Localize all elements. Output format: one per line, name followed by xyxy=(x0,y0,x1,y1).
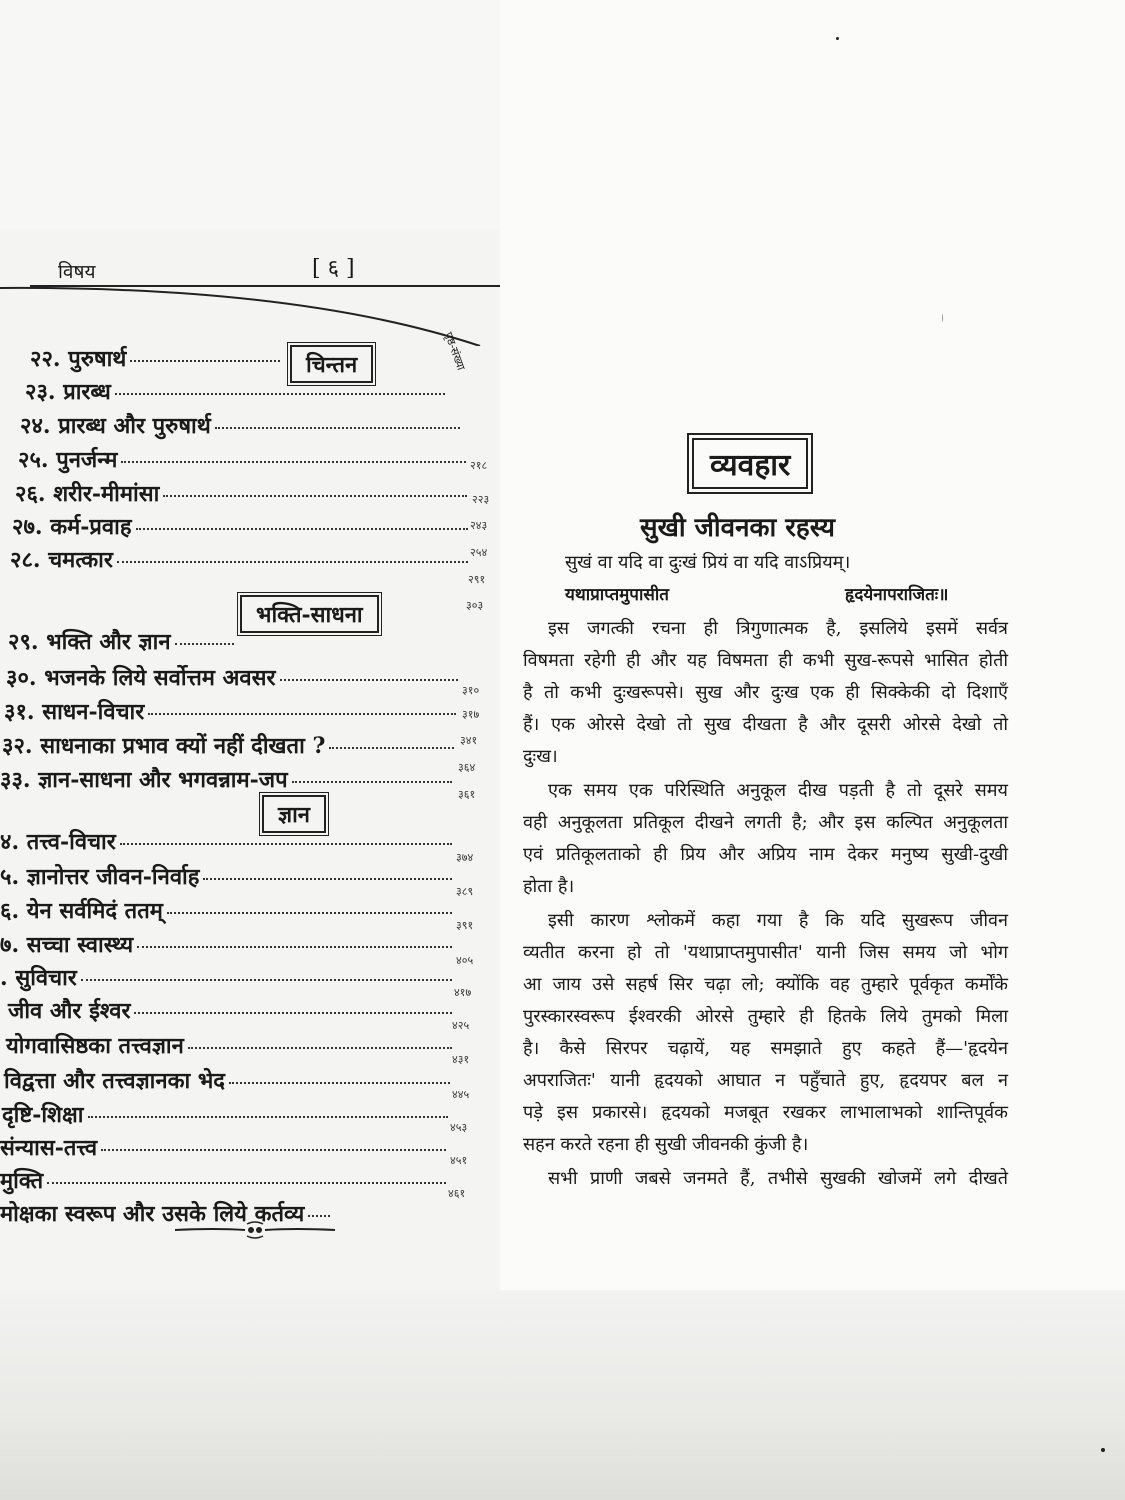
section-box-bhakti-sadhana: भक्ति-साधना xyxy=(240,595,379,633)
toc-item: ३०. भजनके लिये सर्वोत्तम अवसर xyxy=(6,662,458,692)
toc-item: २२. पुरुषार्थ xyxy=(30,343,280,373)
toc-header-page-number: [ ६ ] xyxy=(312,256,355,281)
paragraph-line: दुःख। xyxy=(523,746,558,767)
paper-speck xyxy=(942,314,943,322)
paragraph-line: एक समय एक परिस्थिति अनुकूल दीख पड़ती है तो दूसरे समय xyxy=(548,780,1008,801)
paragraph-line: हैं। एक ओरसे देखो तो सुख दीखता है और दूसरी ओरसे देखो तो xyxy=(523,714,1008,735)
verse-line-2-second-half: हृदयेनापराजितः॥ xyxy=(845,585,949,605)
toc-page-number: ४६१ xyxy=(448,1187,466,1200)
toc-page-number: ३९१ xyxy=(456,919,474,932)
section-box-chintan: चिन्तन xyxy=(290,345,373,383)
toc-item: योगवासिष्ठका तत्त्वज्ञान xyxy=(6,1030,452,1060)
toc-item: मोक्षका स्वरूप और उसके लिये कर्तव्य xyxy=(0,1198,330,1228)
toc-item: जीव और ईश्वर xyxy=(8,995,452,1025)
toc-page-number: ३७४ xyxy=(456,851,474,864)
toc-page-number: २१८ xyxy=(470,459,488,472)
toc-item: ३१. साधन-विचार xyxy=(4,696,456,726)
toc-page-number: ३१० xyxy=(462,684,480,697)
paragraph-line: पुरस्कारस्वरूप ईश्वरकी ओरसे तुम्हारे ही हितके लिये तुमको मिला xyxy=(523,1006,1008,1027)
paragraph-line: है। कैसे सिरपर चढ़ायें, यह समझाते हुए कहते हैं—'हृदयेन xyxy=(523,1038,1008,1059)
toc-page-number: ३६१ xyxy=(458,788,476,801)
toc-page-number: ४२५ xyxy=(452,1019,470,1032)
toc-page-number: ४५३ xyxy=(450,1121,468,1134)
toc-page-number: ४५१ xyxy=(450,1154,468,1167)
toc-page-number: २५४ xyxy=(470,546,488,559)
toc-page-number: ४०५ xyxy=(456,954,474,967)
page-number-column-label: पृष्ठ-संख्या xyxy=(441,330,468,372)
page-bottom-shadow xyxy=(0,1290,1125,1500)
toc-page-number: २२३ xyxy=(472,493,490,506)
toc-item: २६. शरीर-मीमांसा xyxy=(15,478,467,508)
paragraph-line: एवं प्रतिकूलताको ही प्रिय और अप्रिय नाम देकर मनुष्य सुखी-दुखी xyxy=(523,844,1008,865)
toc-item: मुक्ति xyxy=(0,1165,446,1195)
paragraph-line: है तो कभी दुःखरूपसे। सुख और दुःख एक ही सिक्केकी दो दिशाएँ xyxy=(523,682,1008,703)
toc-item: . सुविचार xyxy=(0,962,452,992)
toc-item: विद्वत्ता और तत्त्वज्ञानका भेद xyxy=(4,1065,450,1095)
toc-item: २९. भक्ति और ज्ञान xyxy=(8,626,234,656)
paragraph-line: इसी कारण श्लोकमें कहा गया है कि यदि सुखरूप जीवन xyxy=(548,910,1008,931)
header-curve-rule xyxy=(0,286,500,346)
paragraph-line: इस जगत्की रचना ही त्रिगुणात्मक है, इसलिये इसमें सर्वत्र xyxy=(548,618,1008,639)
toc-item: ४. तत्त्व-विचार xyxy=(0,826,452,856)
toc-item: २७. कर्म-प्रवाह xyxy=(12,511,468,541)
toc-item: ३२. साधनाका प्रभाव क्यों नहीं दीखता ? xyxy=(2,730,454,760)
toc-item: २३. प्रारब्ध xyxy=(25,376,445,406)
toc-page-number: ३१७ xyxy=(462,708,480,721)
paragraph-line: होता है। xyxy=(523,876,575,897)
paper-speck xyxy=(1101,1448,1105,1452)
section-title-box-vyavahar: व्यवहार xyxy=(692,438,808,489)
toc-page-number: ४१७ xyxy=(454,986,472,999)
toc-item: २४. प्रारब्ध और पुरुषार्थ xyxy=(20,410,460,440)
paragraph-line: वही अनुकूलता प्रतिकूल दीखने लगती है; और इस कल्पित अनुकूलता xyxy=(523,812,1008,833)
toc-page-number: ४३१ xyxy=(452,1053,470,1066)
paragraph-line: आ जाय उसे सहर्ष सिर चढ़ा लो; क्योंकि वह तुम्हारे पूर्वकृत कर्मोंके xyxy=(523,974,1008,995)
paragraph-line: सभी प्राणी जबसे जनमते हैं, तभीसे सुखकी खोजमें लगे दीखते xyxy=(548,1168,1008,1189)
ornament-divider-icon xyxy=(175,1220,335,1240)
toc-item: ५. ज्ञानोत्तर जीवन-निर्वाह xyxy=(0,861,452,891)
toc-page-number: ३६४ xyxy=(458,761,476,774)
toc-item: ३३. ज्ञान-साधना और भगवन्नाम-जप xyxy=(0,764,452,794)
toc-item: ७. सच्चा स्वास्थ्य xyxy=(0,929,452,959)
toc-header-label: विषय xyxy=(58,261,96,283)
paragraph-line: अपराजितः' यानी हृदयको आघात न पहुँचाते हुए, हृदयपर बल न xyxy=(523,1070,1008,1091)
toc-item: संन्यास-तत्त्व xyxy=(0,1132,446,1162)
toc-item: दृष्टि-शिक्षा xyxy=(2,1099,448,1129)
toc-item: २८. चमत्कार xyxy=(10,544,468,574)
verse-line-1: सुखं वा यदि वा दुःखं प्रियं वा यदि वाऽप्रियम्। xyxy=(565,552,851,573)
section-box-gyan: ज्ञान xyxy=(262,795,326,833)
toc-page-number: २४३ xyxy=(470,519,488,532)
paragraph-line: व्यतीत करना हो तो 'यथाप्राप्तमुपासीत' यानी जिस समय जो भोग xyxy=(523,942,1008,963)
toc-page-number: ३०३ xyxy=(466,599,484,612)
toc-page-number: ४४५ xyxy=(452,1088,470,1101)
verse-line-2-first-half: यथाप्राप्तमुपासीत xyxy=(565,585,669,605)
toc-page-number: २९१ xyxy=(468,573,486,586)
toc-item: २५. पुनर्जन्म xyxy=(18,444,466,474)
paragraph-line: सहन करते रहना ही सुखी जीवनकी कुंजी है। xyxy=(523,1134,809,1155)
paper-speck xyxy=(836,37,839,40)
toc-page-number: ३४१ xyxy=(460,734,478,747)
essay-title: सुखी जीवनका रहस्य xyxy=(640,513,835,543)
paragraph-line: पड़े इस प्रकारसे। हृदयको मजबूत रखकर लाभालाभको शान्तिपूर्वक xyxy=(523,1102,1008,1123)
paragraph-line: विषमता रहेगी ही और यह विषमता ही कभी सुख-रूपसे भासित होती xyxy=(523,650,1008,671)
toc-page-number: ३८९ xyxy=(456,885,474,898)
toc-item: ६. येन सर्वमिदं ततम् xyxy=(0,895,452,925)
